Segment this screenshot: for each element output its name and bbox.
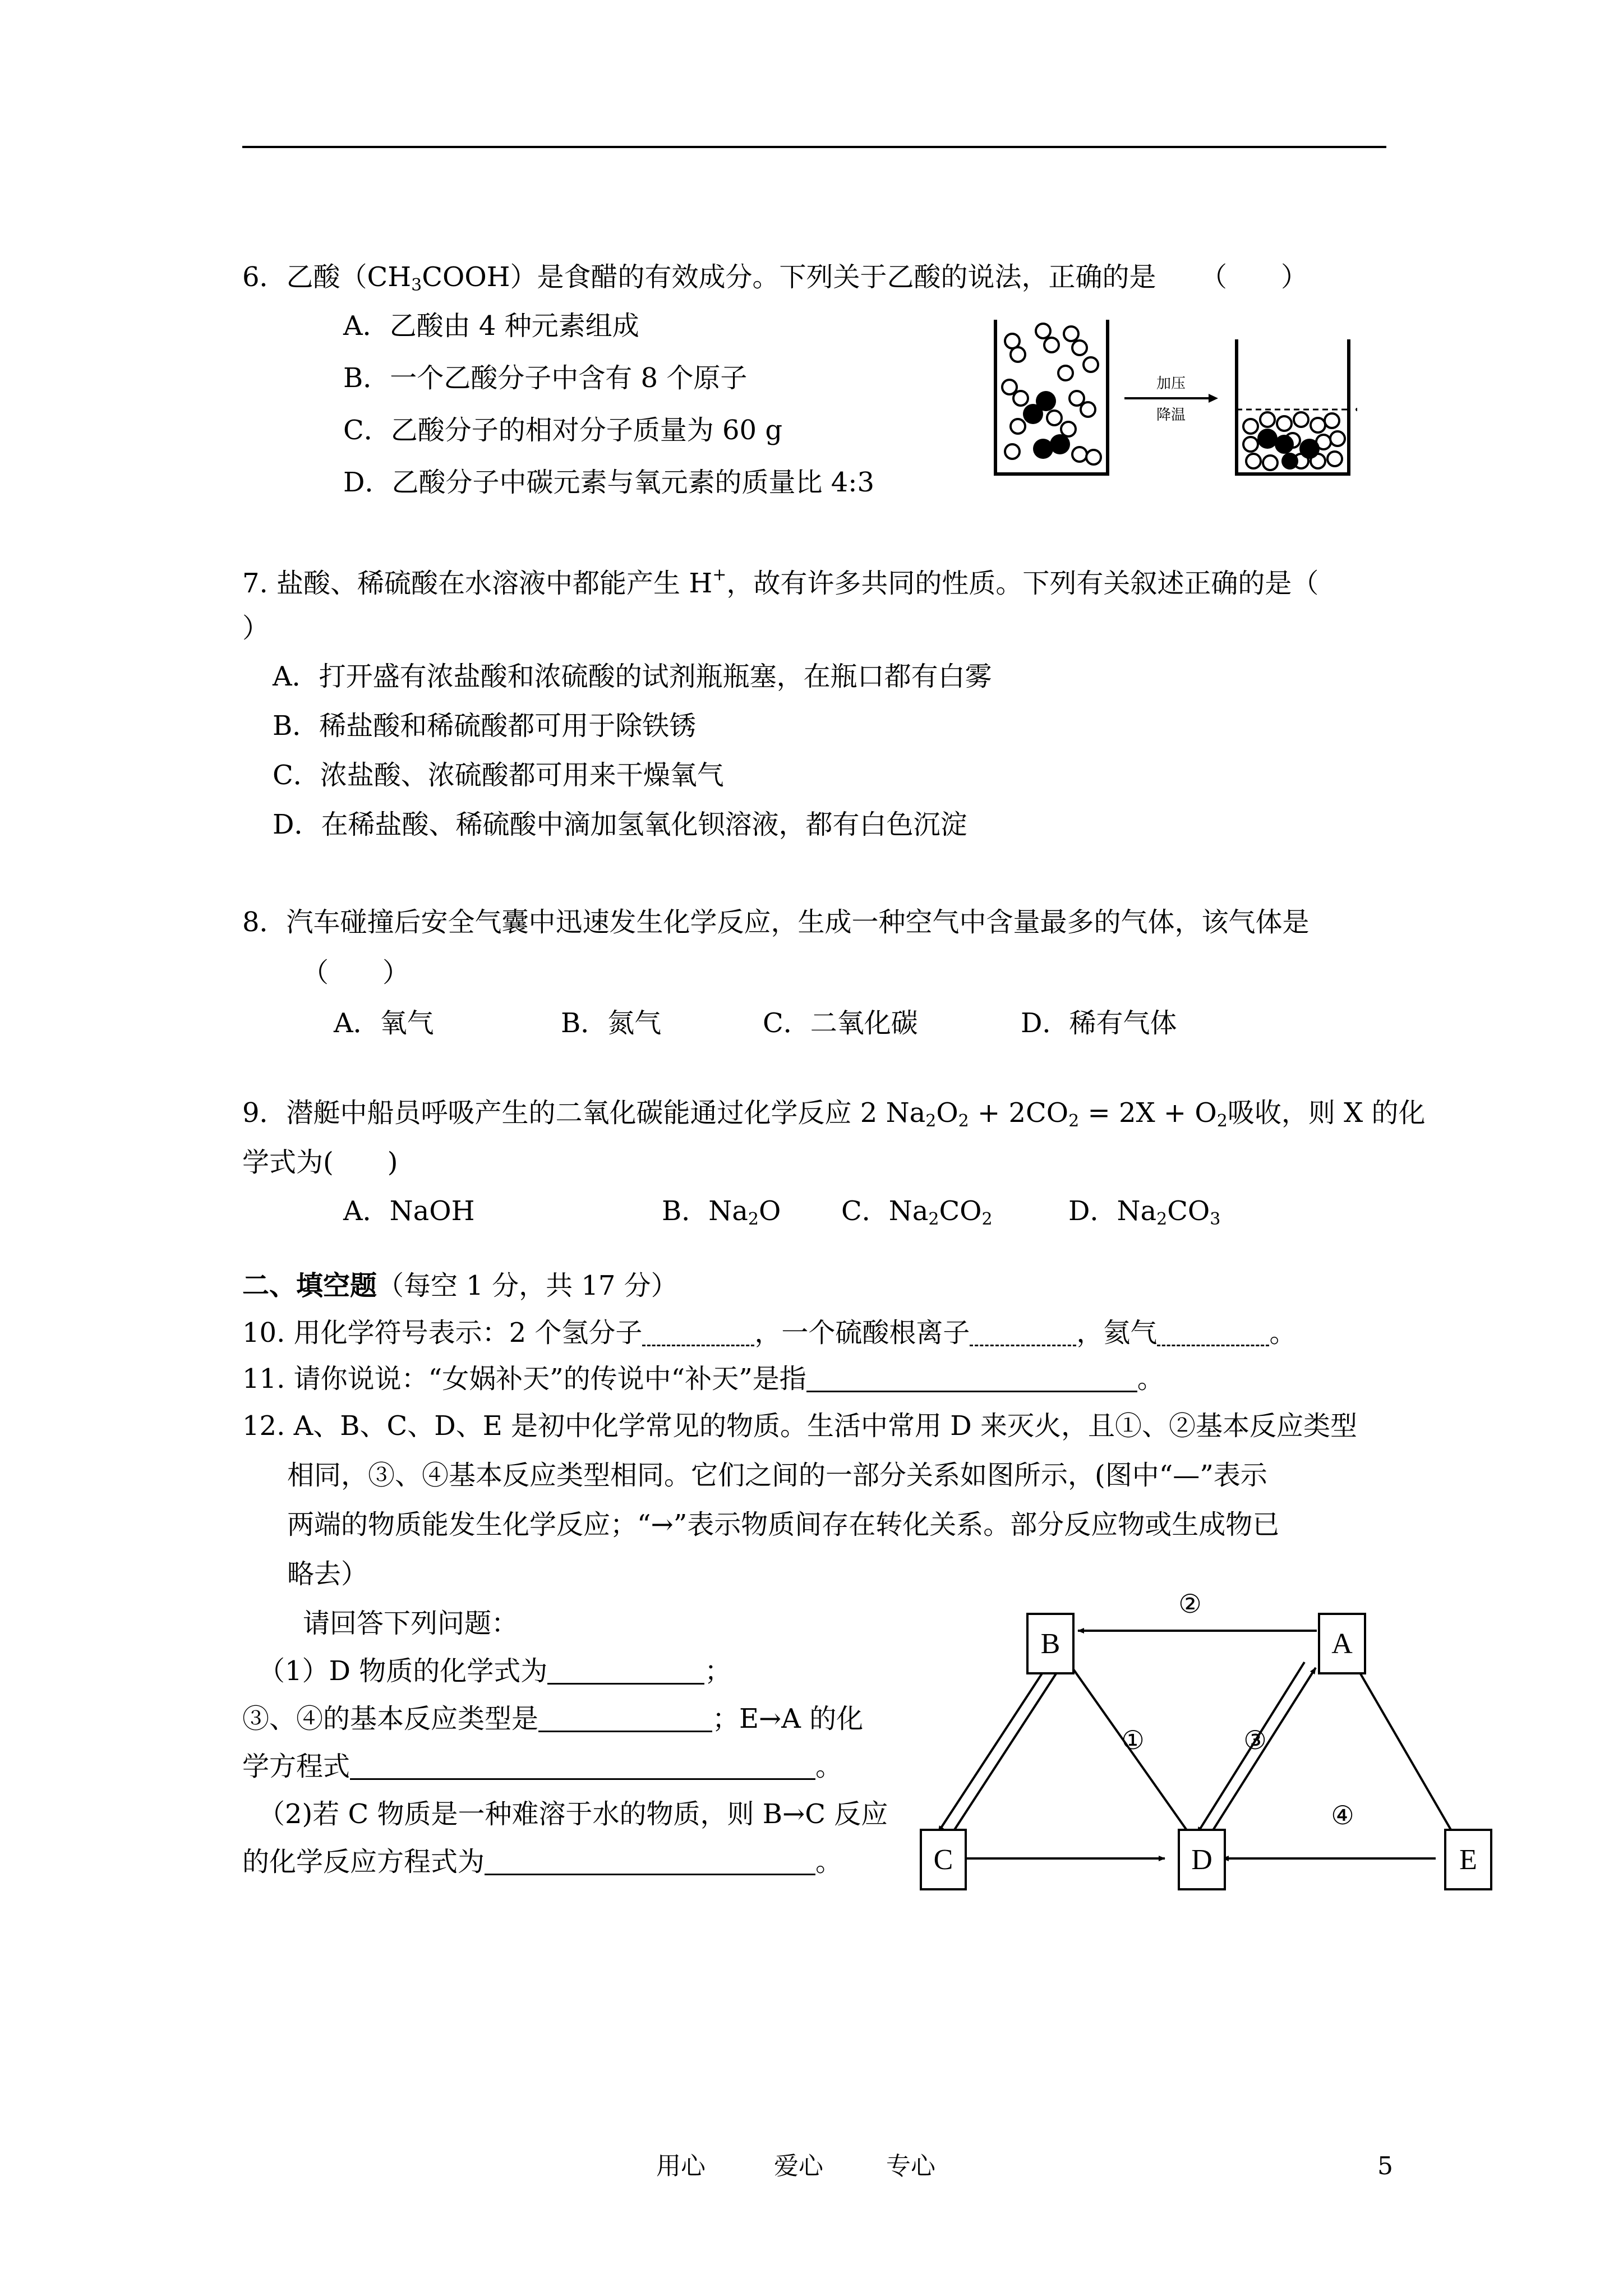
- q10-blank-3[interactable]: [1157, 1320, 1269, 1346]
- diagram-node-a: A: [1318, 1613, 1366, 1674]
- diagram-label-1: ①: [1121, 1725, 1145, 1755]
- q7-option-a: A．打开盛有浓盐酸和浓硫酸的试剂瓶瓶塞，在瓶口都有白雾: [273, 661, 992, 692]
- diagram-label-2: ②: [1178, 1589, 1202, 1619]
- footer-motto-1: 用心: [656, 2152, 706, 2180]
- q12-part2-line1: （2)若 C 物质是一种难溶于水的物质，则 B→C 反应: [258, 1798, 888, 1830]
- q11-blank[interactable]: [806, 1366, 1137, 1392]
- q7-stem-line2: ）: [242, 613, 270, 644]
- q6-option-a: A．乙酸由 4 种元素组成: [343, 310, 639, 342]
- q6-beaker-figure: [987, 314, 1357, 482]
- q9-stem-line2: 学式为( ): [242, 1147, 398, 1178]
- q12-stem-line2: 相同，③、④基本反应类型相同。它们之间的一部分关系如图所示，(图中“—”表示: [287, 1460, 1267, 1491]
- q6-arrow-label-top: 加压: [1156, 375, 1186, 392]
- diagram-node-d: D: [1178, 1829, 1226, 1890]
- diagram-node-b: B: [1026, 1613, 1075, 1674]
- header-rule: [242, 146, 1386, 148]
- diagram-label-3: ③: [1243, 1725, 1267, 1755]
- footer-motto-3: 专心: [886, 2152, 935, 2180]
- q9-option-d: D．$Na_2CO_3$: [1068, 1195, 1221, 1229]
- q6-stem: 6．乙酸$(CH_3COOH)$是食醋的有效成分。下列关于乙酸的说法，正确的是: [242, 261, 1156, 295]
- diagram-node-c: C: [920, 1829, 967, 1890]
- q10-blank-1[interactable]: [642, 1320, 754, 1346]
- q12-stem-line1: 12. A、B、C、D、E 是初中化学常见的物质。生活中常用 D 来灭火，且①、②基本反应类型: [242, 1410, 1358, 1442]
- q8-stem: 8．汽车碰撞后安全气囊中迅速发生化学反应，生成一种空气中含量最多的气体，该气体是: [242, 907, 1310, 938]
- q8-option-b: B．氮气: [561, 1007, 662, 1039]
- q12-stem-line3: 两端的物质能发生化学反应；“→”表示物质间存在转化关系。部分反应物或生成物已: [287, 1509, 1280, 1540]
- q6-option-c: C．乙酸分子的相对分子质量为 60 g: [343, 415, 783, 446]
- q6-option-d: D．乙酸分子中碳元素与氧元素的质量比 4:3: [343, 467, 874, 498]
- q12-part1-line2: ③、④的基本反应类型是 ；E→A 的化: [242, 1703, 864, 1734]
- q12-part2-line2: 的化学反应方程式为 。: [242, 1846, 843, 1878]
- page-number: 5: [1377, 2152, 1393, 2180]
- q7-stem-line1: 7. 盐酸、稀硫酸在水溶液中都能产生 H+，故有许多共同的性质。下列有关叙述正确的是（: [242, 565, 1319, 599]
- q8-answer-paren: （ ）: [302, 957, 410, 988]
- q12-stem-line4: 略去）: [287, 1558, 368, 1590]
- q7-option-c: C．浓盐酸、浓硫酸都可用来干燥氧气: [273, 760, 724, 791]
- q8-option-a: A．氧气: [334, 1007, 434, 1039]
- q7-option-d: D．在稀盐酸、稀硫酸中滴加氢氧化钡溶液，都有白色沉淀: [273, 809, 967, 840]
- q6-answer-paren: （ ）: [1200, 261, 1308, 293]
- q11: 11. 请你说说：“女娲补天”的传说中“补天”是指 。: [242, 1363, 1164, 1395]
- q12-part1-line1: （1）D 物质的化学式为 ；: [258, 1655, 732, 1687]
- q6-arrow-label-bottom: 降温: [1156, 407, 1186, 424]
- q10-blank-2[interactable]: [970, 1320, 1076, 1346]
- q9-option-b: B．$Na_2O$: [662, 1195, 781, 1229]
- q12-prompt: 请回答下列问题：: [303, 1608, 519, 1639]
- q7-option-b: B．稀盐酸和稀硫酸都可用于除铁锈: [273, 710, 697, 742]
- q12-blank-d-formula[interactable]: [547, 1658, 704, 1685]
- q6-option-b: B．一个乙酸分子中含有 8 个原子: [343, 362, 748, 394]
- footer-motto-2: 爱心: [774, 2152, 823, 2180]
- q12-blank-e-to-a-equation[interactable]: [350, 1754, 815, 1780]
- q9-option-a: A．NaOH: [343, 1195, 475, 1227]
- q12-part1-line3: 学方程式 。: [242, 1751, 843, 1782]
- diagram-label-4: ④: [1331, 1800, 1354, 1830]
- section2-heading: [242, 1272, 678, 1299]
- q9-stem-line1: 9．潜艇中船员呼吸产生的二氧化碳能通过化学反应 2 $Na_2O_2 + 2CO_2 = 2X + O_2$吸收，则 X 的化: [242, 1097, 1426, 1131]
- q12-blank-b-to-c-equation[interactable]: [485, 1849, 815, 1875]
- diagram-node-e: E: [1444, 1829, 1492, 1890]
- section2-note: （每空 1 分，共 17 分）: [377, 1270, 678, 1301]
- q10: 10. 用化学符号表示：2 个氢分子 ，一个硫酸根离子 ，氦气 。: [242, 1317, 1297, 1349]
- q8-option-c: C．二氧化碳: [763, 1007, 918, 1039]
- q9-option-c: C．$Na_2CO_2$: [841, 1195, 993, 1229]
- q12-blank-reaction-type[interactable]: [538, 1706, 712, 1732]
- q8-option-d: D．稀有气体: [1021, 1007, 1177, 1039]
- section2-title: 二、填空题: [242, 1270, 377, 1301]
